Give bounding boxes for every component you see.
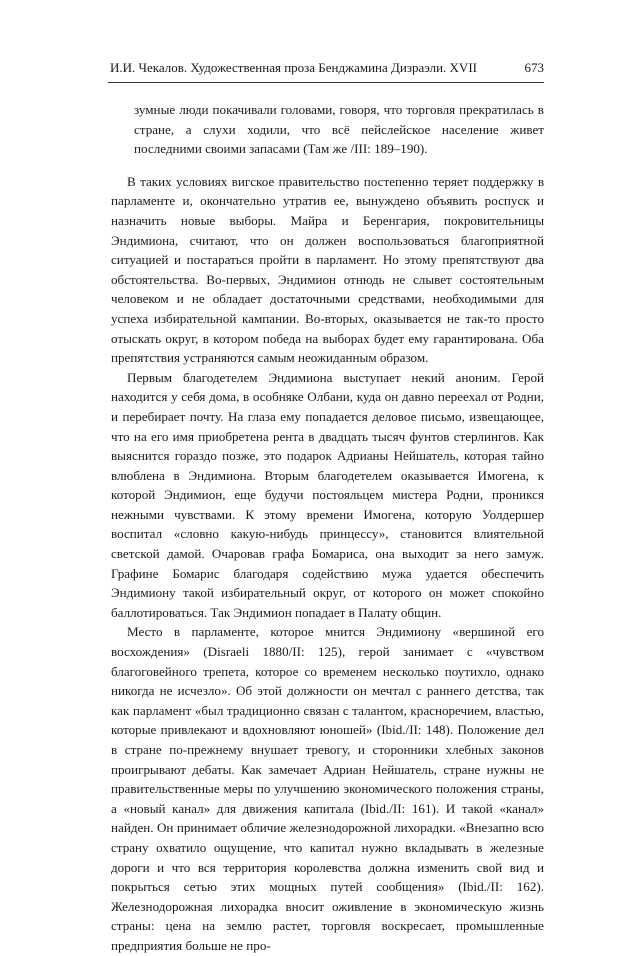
block-quote: зумные люди покачивали головами, говоря, что торговля прекратилась в стране, а слухи ходили, что всё пейслейское население живет последними своими запасами (Там же /III: 189–190). <box>134 102 544 157</box>
page-body <box>111 100 544 956</box>
running-header <box>110 60 544 82</box>
paragraph-3: Место в парламенте, которое мнится Эндимиону «вершиной его восхождения» (Disraeli 1880/II: 125), герой занимает с «чувством благоговейного трепета, которое со временем несколько поутихло, однако никогда не исчезло». Об этой должности он мечтал с раннего детства, так как парламент «был традиционно связан с талантом, красноречием, властью, которые привлекают и вдохновляют юношей» (Ibid./II: 148). Положение дел в стране по-прежнему внушает тревогу, и сторонники хлебных законов проигрывают дебаты. Как замечает Адриан Нейшатель, стране нужны не правительственные меры по улучшению экономического положения страны, а «новый канал» для движения капитала (Ibid./II: 161). И такой «канал» найден. Он принимает обличие железнодорожной лихорадки. «Внезапно всю страну охватило ощущение, что капитал нужно вкладывать в железные дороги и что вся территория королевства должна изменить свой вид и покрыться сетью этих мощных путей сообщения» (Ibid./II: 162). Железнодорожная лихорадка вносит оживление в экономическую жизнь страны: цена на землю растет, торговля воскресает, промышленные предприятия больше не про- <box>111 624 544 953</box>
page-number: 673 <box>524 60 544 75</box>
running-title: И.И. Чекалов. Художественная проза Бенджамина Дизраэли. XVII <box>110 60 477 75</box>
paragraph-1: В таких условиях вигское правительство постепенно теряет поддержку в парламенте и, окончательно утратив ее, вынуждено объявить роспуск и назначить новые выборы. Майра и Беренгария, покровительницы Эндимиона, считают, что он должен воспользоваться благоприятной ситуацией и постараться пройти в парламент. Но этому препятствуют два обстоятельства. Во-первых, Эндимион отнюдь не слывет состоятельным человеком и не обладает достаточными средствами, необходимыми для успеха избирательной кампании. Во-вторых, оказывается не так-то просто отыскать округ, в котором победа на выборах будет ему гарантирована. Оба препятствия устраняются самым неожиданным образом. <box>111 173 544 366</box>
header-rule <box>108 82 544 83</box>
paragraph-2: Первым благодетелем Эндимиона выступает некий аноним. Герой находится у себя дома, в особняке Олбани, куда он давно переехал от Родни, и перебирает почту. На глаза ему попадается деловое письмо, извещающее, что на его имя приобретена рента в двадцать тысяч фунтов стерлингов. Как выяснится гораздо позже, это подарок Адрианы Нейшатель, которая тайно влюблена в Эндимиона. Вторым благодетелем оказывается Имогена, к которой Эндимион, еще будучи постояльцем мистера Родни, проникся нежными чувствами. К этому времени Имогена, которую Уолдершер воспитал «словно какую-нибудь принцессу», становится влиятельной светской дамой. Очаровав графа Бомариса, она выходит за него замуж. Графине Бомарис благодаря содействию мужа удается обеспечить Эндимиону такой избирательный округ, от которого он может спокойно баллотироваться. Так Эндимион попадает в Палату общин. <box>111 369 544 620</box>
